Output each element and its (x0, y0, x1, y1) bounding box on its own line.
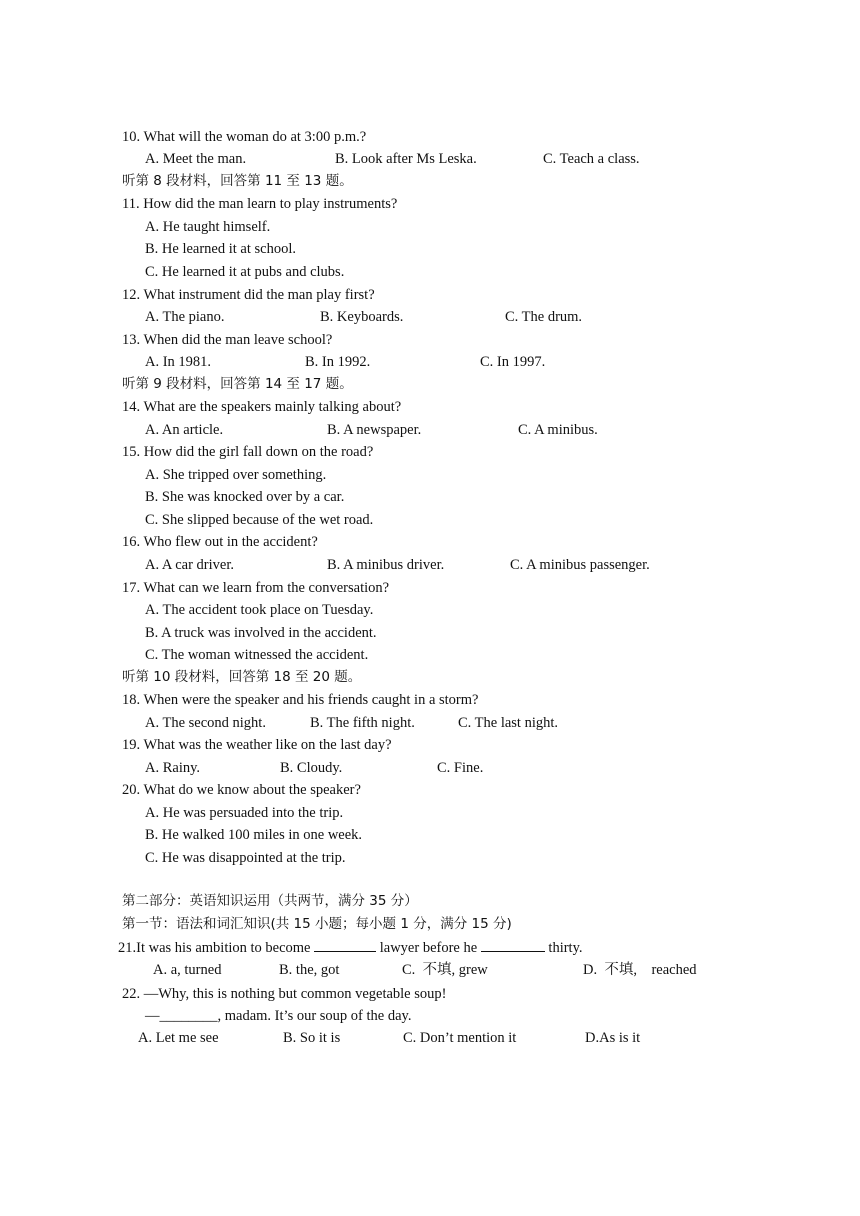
question-11-option-c: C. He learned it at pubs and clubs. (145, 264, 345, 280)
question-12-option-a: A. The piano. (145, 309, 225, 325)
question-13-option-b: B. In 1992. (305, 354, 371, 370)
question-22-reply: —________, madam. It’s our soup of the day. (145, 1008, 412, 1024)
question-21-option-c: C. 不填, grew (402, 962, 488, 978)
question-18-option-c: C. The last night. (458, 715, 559, 731)
question-19-option-b: B. Cloudy. (280, 760, 343, 776)
question-19-stem: 19. What was the weather like on the last day? (122, 737, 392, 753)
part-2-section-1-heading: 第一节：语法和词汇知识(共 15 小题；每小题 1 分，满分 15 分) (122, 916, 512, 932)
question-18-stem: 18. When were the speaker and his friends caught in a storm? (122, 692, 479, 708)
question-22-option-a: A. Let me see (138, 1030, 219, 1046)
section-8-instruction: 听第 8 段材料，回答第 11 至 13 题。 (122, 173, 353, 189)
question-16-option-c: C. A minibus passenger. (510, 557, 650, 573)
question-10-option-c: C. Teach a class. (543, 151, 640, 167)
answer-blank (314, 939, 376, 952)
question-17-option-a: A. The accident took place on Tuesday. (145, 602, 374, 618)
question-14-stem: 14. What are the speakers mainly talking about? (122, 399, 402, 415)
question-14-option-c: C. A minibus. (518, 422, 598, 438)
question-19-option-a: A. Rainy. (145, 760, 201, 776)
question-20-stem: 20. What do we know about the speaker? (122, 782, 361, 798)
question-22-stem: 22. —Why, this is nothing but common vegetable soup! (122, 986, 447, 1002)
question-10-option-b: B. Look after Ms Leska. (335, 151, 477, 167)
question-11-option-a: A. He taught himself. (145, 219, 271, 235)
question-16-option-b: B. A minibus driver. (327, 557, 445, 573)
question-21-stem-part-1: 21.It was his ambition to become (118, 940, 315, 956)
section-9-instruction: 听第 9 段材料，回答第 14 至 17 题。 (122, 376, 353, 392)
question-21-option-d: D. 不填, reached (583, 962, 697, 978)
question-18-option-a: A. The second night. (145, 715, 266, 731)
question-19-option-c: C. Fine. (437, 760, 484, 776)
question-12-stem: 12. What instrument did the man play first? (122, 287, 375, 303)
question-21-stem-part-3: thirty. (544, 940, 583, 956)
question-22-option-d: D.As is it (585, 1030, 641, 1046)
question-15-option-a: A. She tripped over something. (145, 467, 327, 483)
question-17-option-b: B. A truck was involved in the accident. (145, 625, 377, 641)
section-10-instruction: 听第 10 段材料，回答第 18 至 20 题。 (122, 669, 362, 685)
question-12-option-b: B. Keyboards. (320, 309, 404, 325)
question-17-stem: 17. What can we learn from the conversation? (122, 580, 390, 596)
question-21-stem-part-2: lawyer before he (376, 940, 481, 956)
question-11-option-b: B. He learned it at school. (145, 241, 296, 257)
question-21-option-b: B. the, got (279, 962, 340, 978)
question-18-option-b: B. The fifth night. (310, 715, 415, 731)
question-14-option-a: A. An article. (145, 422, 224, 438)
question-21-stem (118, 939, 583, 957)
question-16-option-a: A. A car driver. (145, 557, 234, 573)
question-10-option-a: A. Meet the man. (145, 151, 247, 167)
question-12-option-c: C. The drum. (505, 309, 583, 325)
question-13-option-a: A. In 1981. (145, 354, 212, 370)
question-10-stem: 10. What will the woman do at 3:00 p.m.? (122, 129, 367, 145)
question-20-option-c: C. He was disappointed at the trip. (145, 850, 346, 866)
question-20-option-b: B. He walked 100 miles in one week. (145, 827, 363, 843)
question-15-option-c: C. She slipped because of the wet road. (145, 512, 374, 528)
question-14-option-b: B. A newspaper. (327, 422, 422, 438)
question-21-option-a: A. a, turned (153, 962, 222, 978)
question-16-stem: 16. Who flew out in the accident? (122, 534, 318, 550)
question-20-option-a: A. He was persuaded into the trip. (145, 805, 344, 821)
question-13-stem: 13. When did the man leave school? (122, 332, 333, 348)
question-22-option-b: B. So it is (283, 1030, 341, 1046)
question-11-stem: 11. How did the man learn to play instruments? (122, 196, 398, 212)
question-17-option-c: C. The woman witnessed the accident. (145, 647, 369, 663)
question-13-option-c: C. In 1997. (480, 354, 546, 370)
part-2-heading: 第二部分：英语知识运用（共两节，满分 35 分） (122, 893, 418, 909)
answer-blank (481, 939, 545, 952)
question-22-option-c: C. Don’t mention it (403, 1030, 517, 1046)
question-15-stem: 15. How did the girl fall down on the road? (122, 444, 374, 460)
question-15-option-b: B. She was knocked over by a car. (145, 489, 345, 505)
